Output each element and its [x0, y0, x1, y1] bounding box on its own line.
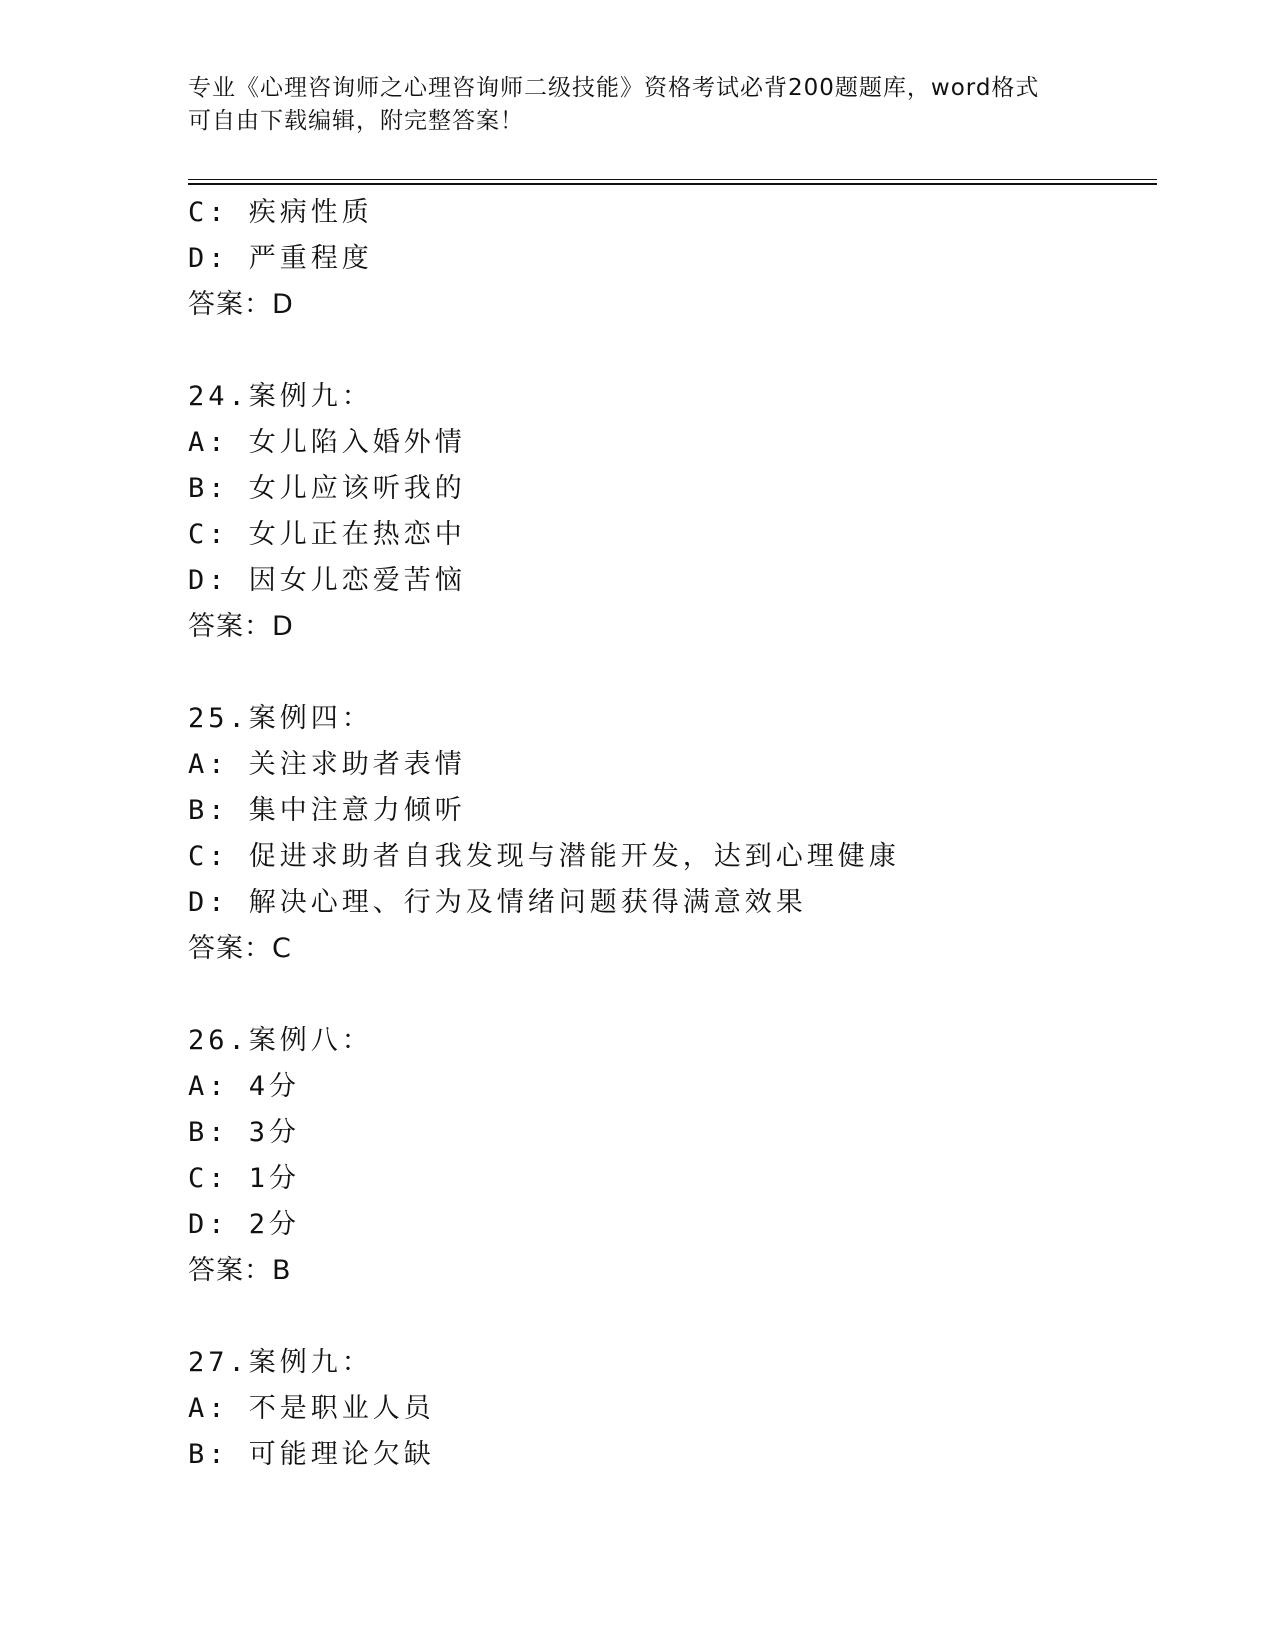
question-title: 26.案例八： [188, 1025, 373, 1056]
question-26 [188, 1018, 1148, 1294]
option-d: D: 因女儿恋爱苦恼 [188, 565, 466, 596]
header-line-1: 专业《心理咨询师之心理咨询师二级技能》资格考试必背200题题库，word格式 [188, 75, 1040, 101]
answer-line: 答案：C [188, 933, 292, 964]
option-c: C: 女儿正在热恋中 [188, 519, 466, 550]
option-c: C: 促进求助者自我发现与潜能开发，达到心理健康 [188, 841, 900, 872]
option-b: B: 集中注意力倾听 [188, 795, 466, 826]
question-list [188, 190, 1148, 1478]
question-24 [188, 374, 1148, 650]
answer-line: 答案：D [188, 289, 294, 320]
option-a: A: 关注求助者表情 [188, 749, 466, 780]
spacer [188, 1294, 1148, 1340]
option-a: A: 4分 [188, 1071, 301, 1102]
answer-line: 答案：D [188, 611, 294, 642]
question-title: 25.案例四： [188, 703, 373, 734]
continued-question [188, 190, 1148, 328]
option-b: B: 3分 [188, 1117, 301, 1148]
option-d: D: 解决心理、行为及情绪问题获得满意效果 [188, 887, 807, 918]
spacer [188, 972, 1148, 1018]
header-line-2: 可自由下载编辑，附完整答案！ [188, 108, 524, 134]
question-title: 24.案例九： [188, 381, 373, 412]
option-d: D: 2分 [188, 1209, 301, 1240]
question-title: 27.案例九： [188, 1347, 373, 1378]
option-c: C: 疾病性质 [188, 197, 373, 228]
option-a: A: 不是职业人员 [188, 1393, 435, 1424]
option-b: B: 可能理论欠缺 [188, 1439, 435, 1470]
option-a: A: 女儿陷入婚外情 [188, 427, 466, 458]
question-27 [188, 1340, 1148, 1478]
answer-line: 答案：B [188, 1255, 292, 1286]
option-d: D: 严重程度 [188, 243, 373, 274]
document-header [188, 72, 1088, 138]
option-b: B: 女儿应该听我的 [188, 473, 466, 504]
spacer [188, 328, 1148, 374]
question-25 [188, 696, 1148, 972]
option-c: C: 1分 [188, 1163, 301, 1194]
spacer [188, 650, 1148, 696]
header-divider [188, 179, 1157, 185]
